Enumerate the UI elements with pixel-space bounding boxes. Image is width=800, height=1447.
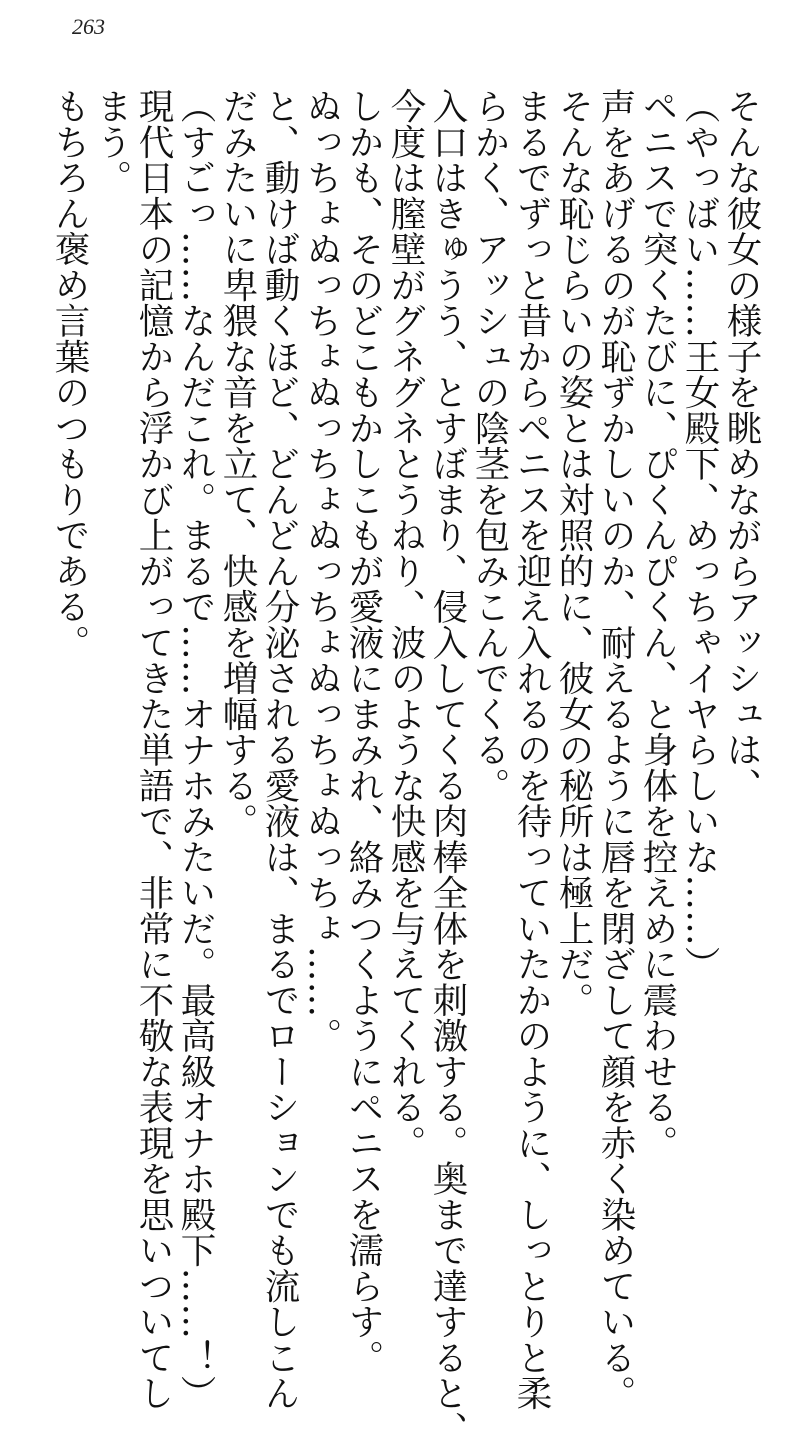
text-line: そんな彼女の様子を眺めながらアッシュは、 [721, 88, 762, 803]
text-line: もちろん褒め言葉のつもりである。 [49, 88, 90, 660]
text-line: 現代日本の記憶から浮かび上がってきた単語で、非常に不敬な表現を思いついてし [133, 88, 174, 1411]
text-line: ぬっちょぬっちょぬっちょぬっちょぬっちょぬっちょ……。 [301, 88, 342, 1054]
text-line: しかも、そのどこもかしこもが愛液にまみれ、絡みつくようにペニスを濡らす。 [343, 88, 384, 1375]
page-number: 263 [72, 14, 105, 39]
vertical-text-body [48, 88, 762, 1447]
text-line: と、動けば動くほど、どんどん分泌される愛液は、まるでローションでも流しこん [259, 88, 300, 1411]
text-line: （すごっ……なんだこれ。まるで……オナホみたいだ。最高級オナホ殿下……！） [175, 88, 216, 1411]
text-line: ペニスで突くたびに、ぴくんぴくん、と身体を控えめに震わせる。 [637, 88, 678, 1161]
text-line: 今度は膣壁がグネグネとうねり、波のような快感を与えてくれる。 [385, 88, 426, 1161]
text-line: だみたいに卑猥な音を立て、快感を増幅する。 [217, 88, 258, 839]
text-line: らかく、アッシュの陰茎を包みこんでくる。 [469, 88, 510, 803]
text-line: そんな恥じらいの姿とは対照的に、彼女の秘所は極上だ。 [553, 88, 594, 1018]
text-line: 声をあげるのが恥ずかしいのか、耐えるように唇を閉ざして顔を赤く染めている。 [595, 88, 636, 1411]
text-line: （やっばい……王女殿下、めっちゃイヤらしいな……） [679, 88, 720, 982]
text-line: まるでずっと昔からペニスを迎え入れるのを待っていたかのように、しっとりと柔 [511, 88, 552, 1411]
text-line: まう。 [91, 88, 132, 196]
text-line: 入口はきゅうう、とすぼまり、侵入してくる肉棒全体を刺激する。奥まで達すると、 [427, 88, 468, 1447]
